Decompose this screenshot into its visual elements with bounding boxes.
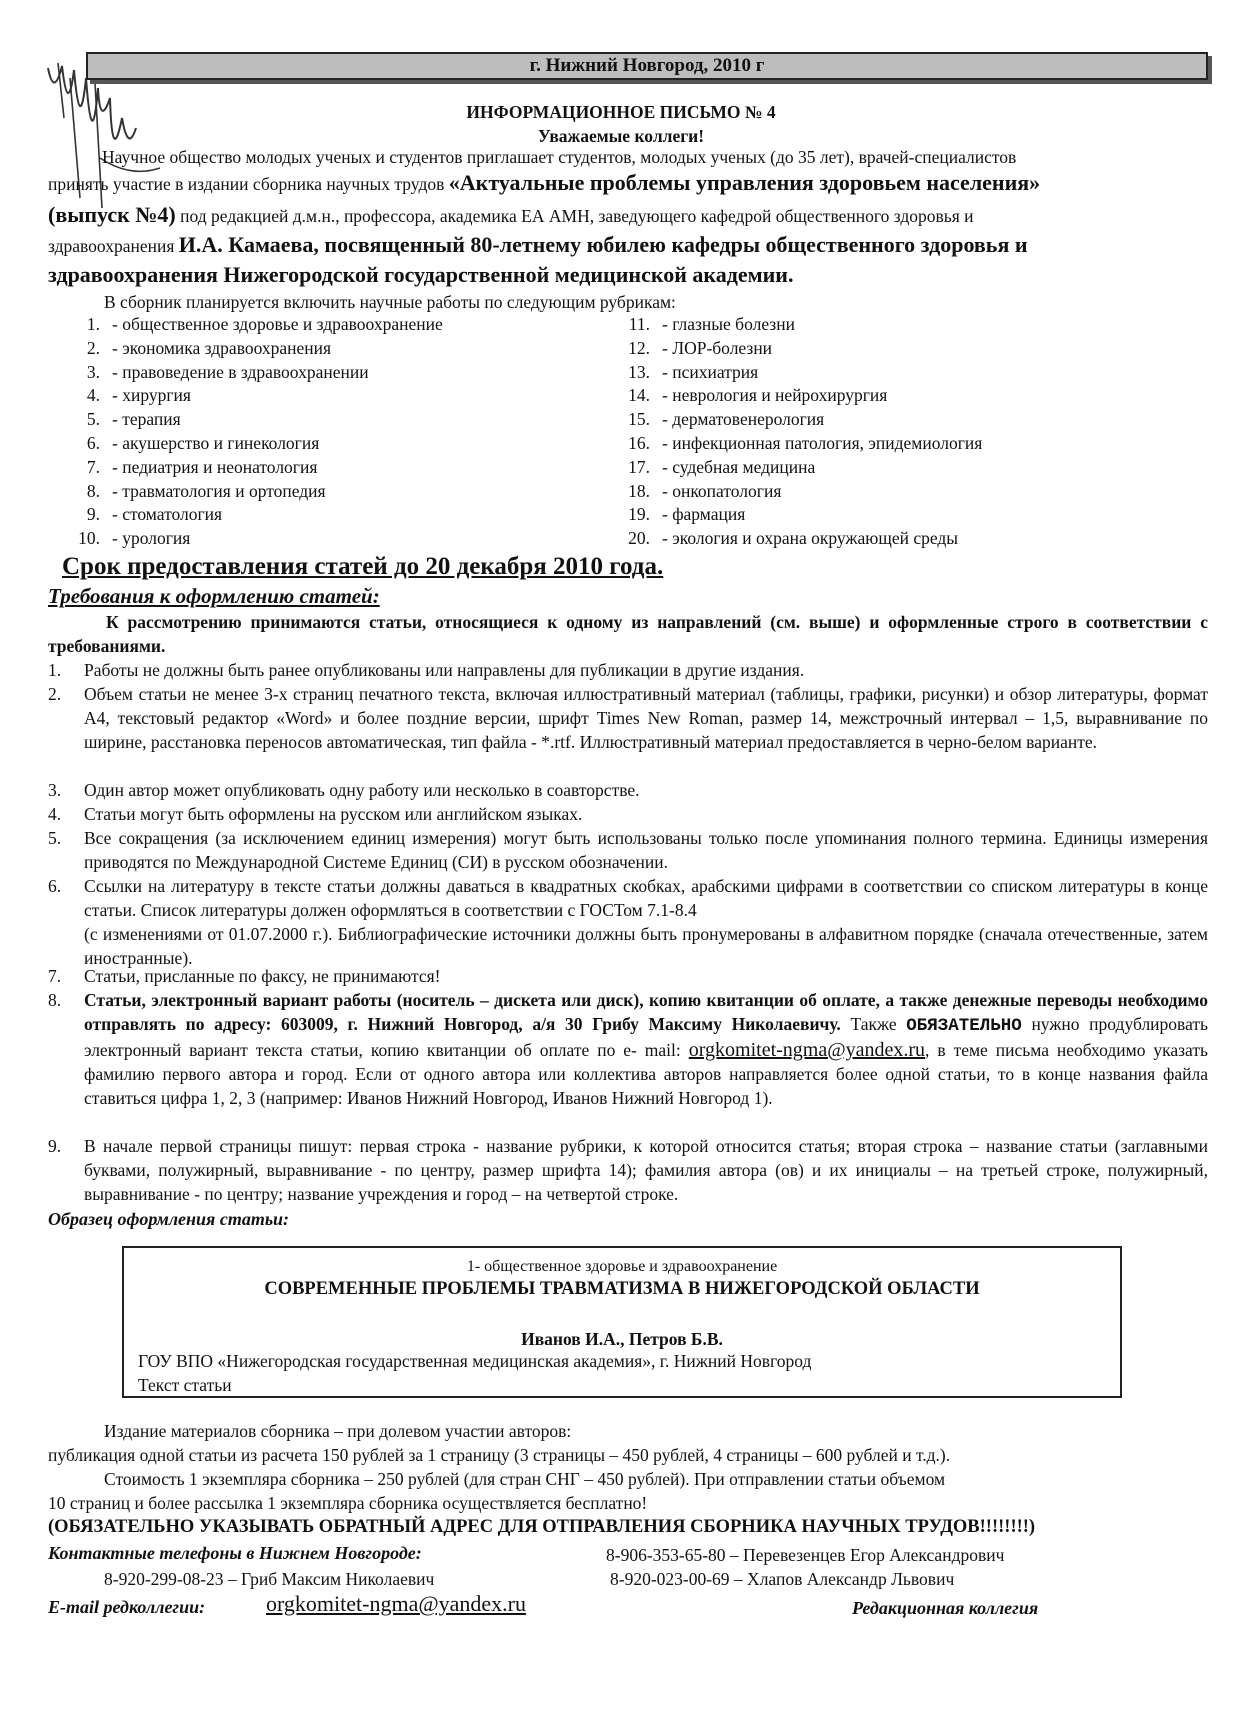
requirement-number: 7. — [48, 966, 62, 986]
rubric-item — [62, 432, 319, 454]
rubric-label: - ЛОР-болезни — [662, 337, 773, 358]
letter-title: ИНФОРМАЦИОННОЕ ПИСЬМО № 4 — [466, 102, 776, 122]
rubric-label: - педиатрия и неонатология — [112, 456, 318, 477]
requirement-item — [48, 964, 1208, 988]
requirement-text: (с изменениями от 01.07.2000 г.). Библиографические источники должны быть пронумерованы в алфавитном порядке (сначала отечественные, затем иностранные). — [84, 924, 1208, 968]
email-label: E-mail редколлегии: — [48, 1597, 206, 1617]
intro-line-3 — [48, 202, 974, 228]
rubric-item — [600, 432, 982, 454]
rubric-number: 15. — [628, 409, 650, 430]
rubric-label: - инфекционная патология, эпидемиология — [662, 433, 983, 453]
mailing-address: Статьи, электронный вариант работы (носитель – дискета или диск), копию квитанции об оплате, а также денежные переводы необходимо отправлять по адресу: 603009, г. Нижний Новгород, а/я 30 Грибу Максиму Николаевичу. — [84, 990, 1208, 1034]
rubric-item — [600, 361, 758, 383]
rubric-label: - стоматология — [112, 504, 223, 525]
requirement-number: 1. — [48, 660, 62, 680]
rubric-item — [62, 527, 190, 549]
intro-line-2 — [48, 170, 1040, 196]
rubric-number: 16. — [628, 433, 650, 453]
requirement-item — [48, 802, 1208, 826]
rubric-label: - судебная медицина — [662, 456, 816, 477]
requirement-item-9 — [48, 1134, 1208, 1206]
rubric-label: - фармация — [662, 504, 746, 525]
city-year-banner — [86, 52, 1208, 80]
requirement-item-8 — [48, 988, 1208, 1110]
issue-number: (выпуск №4) — [48, 202, 176, 227]
requirement-number: 5. — [48, 828, 62, 848]
requirement-number: 2. — [48, 684, 62, 704]
intro-line-2-text: принять участие в издании сборника научных трудов — [48, 174, 449, 194]
rubric-item — [62, 408, 181, 430]
rubric-number: 11. — [628, 314, 650, 334]
rubric-number: 7. — [86, 456, 100, 477]
contact-phone-2: 8-920-299-08-23 – Гриб Максим Николаевич — [104, 1569, 435, 1589]
mandatory-word: ОБЯЗАТЕЛЬНО — [906, 1016, 1022, 1036]
sample-authors: Иванов И.А., Петров Б.В. — [521, 1329, 723, 1349]
requirement-text: Статьи, присланные по факсу, не принимаются! — [84, 966, 441, 986]
rubric-label: - урология — [112, 528, 191, 549]
editorial-board-signature: Редакционная коллегия — [852, 1598, 1039, 1618]
requirement-item — [48, 826, 1208, 874]
rubric-item — [600, 456, 815, 478]
payment-line-3: Стоимость 1 экземпляра сборника – 250 рублей (для стран СНГ – 450 рублей). При отправлении статьи объемом — [104, 1469, 946, 1489]
intro-line-3-text: под редакцией д.м.н., профессора, академика ЕА АМН, заведующего кафедрой общественного здоровья и — [175, 206, 974, 226]
requirement-text: Объем статьи не менее 3-х страниц печатного текста, включая иллюстративный материал (таблицы, графики, рисунки) и обзор литературы, формат А4, текстовый редактор «Word» и более поздние версии, шрифт Times New Roman, размер 14, межстрочный интервал – 1,5, выравнивание по ширине, расстановка переносов автоматическая, тип файла - *.rtf. Иллюстративный материал предоставляется в черно-белом варианте. — [84, 684, 1208, 752]
rubric-item — [62, 361, 369, 383]
rubrics-intro: В сборник планируется включить научные работы по следующим рубрикам: — [104, 292, 676, 312]
rubric-label: - онкопатология — [662, 480, 782, 501]
requirement-item — [48, 778, 1208, 802]
requirement-item — [48, 874, 1208, 922]
sample-body: Текст статьи — [138, 1375, 232, 1395]
item8-text-b: нужно продублировать электронный вариант текста статьи, копию квитанции об оплате по е- mail: — [84, 1014, 1209, 1060]
rubric-item — [62, 313, 443, 335]
intro-line-4-text: здравоохранения — [48, 236, 179, 256]
rubric-number: 8. — [86, 480, 100, 501]
requirement-text: Работы не должны быть ранее опубликованы или направлены для публикации в другие издания. — [84, 660, 805, 680]
requirement-text: В начале первой страницы пишут: первая строка - название рубрики, к которой относится статья; вторая строка – название статьи (заглавными буквами, полужирный, выравнивание - по центру, размер шрифта 14); фамилия автора (ов) и их инициалы – на третьей строке, полужирный, выравнивание - по центру; название учреждения и город – на четвертой строке. — [84, 1136, 1208, 1204]
sample-title: СОВРЕМЕННЫЕ ПРОБЛЕМЫ ТРАВМАТИЗМА В НИЖЕГОРОДСКОЙ ОБЛАСТИ — [264, 1279, 980, 1299]
rubric-label: - терапия — [112, 409, 181, 430]
intro-line-4 — [48, 232, 1028, 258]
requirement-number: 8. — [48, 990, 62, 1010]
requirement-text: Ссылки на литературу в тексте статьи должны даваться в квадратных скобках, арабскими цифрами в соответствии со списком литературы в конце статьи. Список литературы должен оформляться в соответствии с ГОСТом 7.1-8.4 — [84, 876, 1208, 920]
contact-phone-3: 8-920-023-00-69 – Хлапов Александр Львович — [610, 1569, 955, 1589]
requirement-text: Один автор может опубликовать одну работу или несколько в соавторстве. — [84, 780, 640, 800]
rubric-number: 12. — [628, 337, 650, 358]
greeting: Уважаемые коллеги! — [537, 126, 705, 146]
rubric-label: - травматология и ортопедия — [112, 480, 326, 501]
rubric-item — [600, 527, 958, 549]
rubric-label: - акушерство и гинекология — [112, 433, 320, 453]
requirements-lead-text: К рассмотрению принимаются статьи, относящиеся к одному из направлений (см. выше) и оформленные строго в соответствии с требованиями. — [48, 612, 1208, 656]
rubric-number: 13. — [628, 361, 650, 382]
requirement-number: 6. — [48, 876, 62, 896]
rubric-number: 1. — [86, 314, 100, 334]
requirement-item — [48, 658, 1208, 682]
rubric-label: - экология и охрана окружающей среды — [662, 528, 959, 549]
requirement-number: 4. — [48, 804, 62, 824]
requirement-item — [48, 682, 1208, 754]
payment-line-1: Издание материалов сборника – при долевом участии авторов: — [104, 1421, 572, 1441]
rubric-label: - глазные болезни — [662, 314, 795, 334]
requirement-text: Все сокращения (за исключением единиц измерения) могут быть использованы только после упоминания полного термина. Единицы измерения приводятся по Международной Системе Единиц (СИ) в русском обозначении. — [84, 828, 1208, 872]
requirement-number: 3. — [48, 780, 62, 800]
editor-dedication: И.А. Камаева, посвященный 80-летнему юбилею кафедры общественного здоровья и — [178, 232, 1028, 257]
rubric-number: 5. — [86, 409, 100, 430]
return-address-notice: (ОБЯЗАТЕЛЬНО УКАЗЫВАТЬ ОБРАТНЫЙ АДРЕС ДЛЯ ОТПРАВЛЕНИЯ СБОРНИКА НАУЧНЫХ ТРУДОВ!!!!!!!!) — [48, 1517, 1036, 1537]
rubric-number: 19. — [628, 504, 650, 525]
intro-line-1: Научное общество молодых ученых и студентов приглашает студентов, молодых ученых (до 35 лет), врачей-специалистов — [102, 147, 1017, 167]
rubric-item — [600, 313, 795, 335]
rubric-item — [600, 480, 781, 502]
requirement-item — [48, 922, 1208, 970]
rubric-item — [600, 503, 745, 525]
requirement-number: 9. — [48, 1136, 62, 1156]
payment-line-2: публикация одной статьи из расчета 150 рублей за 1 страницу (3 страницы – 450 рублей, 4 страницы – 600 рублей и т.д.). — [48, 1445, 951, 1465]
rubric-number: 2. — [86, 337, 100, 358]
rubric-number: 6. — [86, 433, 100, 453]
email-link-2[interactable]: orgkomitet-ngma@yandex.ru — [266, 1591, 526, 1616]
rubric-number: 17. — [628, 456, 650, 477]
rubric-number: 10. — [78, 528, 100, 549]
rubric-item — [600, 337, 772, 359]
rubric-number: 4. — [86, 385, 100, 406]
rubric-label: - экономика здравоохранения — [112, 337, 332, 358]
rubric-label: - неврология и нейрохирургия — [662, 385, 888, 406]
payment-line-4: 10 страниц и более рассылка 1 экземпляра сборника осуществляется бесплатно! — [48, 1493, 648, 1513]
rubric-item — [62, 503, 222, 525]
sample-institution: ГОУ ВПО «Нижегородская государственная медицинская академия», г. Нижний Новгород — [138, 1351, 812, 1371]
sample-rubric: 1- общественное здоровье и здравоохранение — [466, 1258, 778, 1275]
contacts-label: Контактные телефоны в Нижнем Новгороде: — [48, 1543, 422, 1563]
rubric-number: 9. — [86, 504, 100, 525]
requirements-heading: Требования к оформлению статей: — [48, 584, 380, 608]
item8-text-c: , в теме письма необходимо указать фамилию первого автора и город. Если от одного автора или коллектива авторов направляется более одной статьи, то в конце названия файла ставиться цифра 1, 2, 3 (например: Иванов Нижний Новгород, Иванов Нижний Новгород 1). — [84, 1040, 1208, 1108]
rubric-item — [600, 384, 887, 406]
collection-title: «Актуальные проблемы управления здоровьем населения» — [448, 170, 1041, 195]
rubric-number: 18. — [628, 480, 650, 501]
rubric-number: 3. — [86, 361, 100, 382]
rubric-number: 14. — [628, 385, 650, 406]
rubric-label: - хирургия — [112, 385, 191, 406]
rubric-label: - правоведение в здравоохранении — [112, 361, 369, 382]
sample-heading: Образец оформления статьи: — [48, 1209, 290, 1229]
rubric-label: - дерматовенерология — [662, 409, 825, 430]
contact-phone-1: 8-906-353-65-80 – Перевезенцев Егор Александрович — [606, 1545, 1005, 1565]
rubric-item — [600, 408, 824, 430]
requirement-text: Статьи могут быть оформлены на русском или английском языках. — [84, 804, 583, 824]
rubric-item — [62, 456, 317, 478]
sample-article-box — [122, 1246, 1122, 1398]
requirement-text — [84, 988, 1208, 1110]
rubric-label: - общественное здоровье и здравоохранение — [112, 314, 443, 334]
rubric-label: - психиатрия — [662, 361, 759, 382]
intro-line-5: здравоохранения Нижегородской государственной медицинской академии. — [48, 262, 794, 287]
requirements-lead — [48, 610, 1208, 658]
rubric-item — [62, 480, 326, 502]
rubric-item — [62, 337, 331, 359]
banner-text: г. Нижний Новгород, 2010 г — [529, 55, 765, 76]
rubric-number: 20. — [628, 528, 650, 549]
email-link-1[interactable]: orgkomitet-ngma@yandex.ru — [688, 1039, 926, 1061]
rubric-item — [62, 384, 191, 406]
submission-deadline: Срок предоставления статей до 20 декабря 2010 года. — [62, 553, 664, 580]
item8-text-a: Также — [850, 1014, 907, 1034]
